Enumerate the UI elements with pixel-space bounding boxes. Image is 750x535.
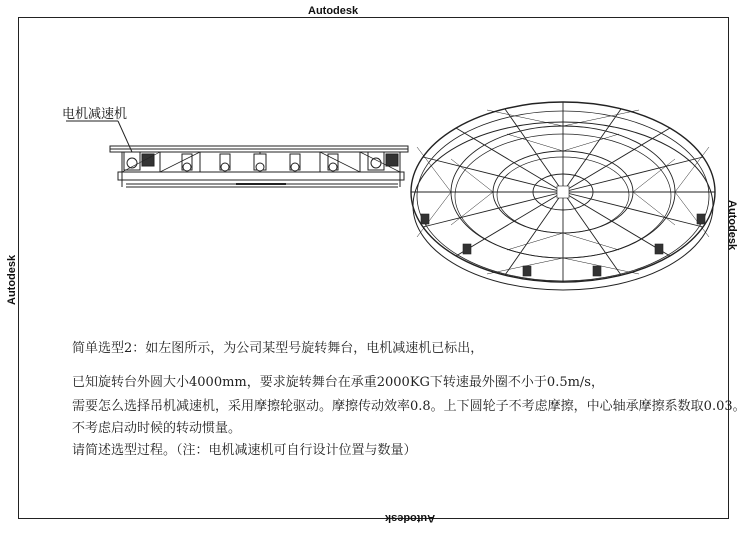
problem-line-1: 简单选型2：如左图所示，为公司某型号旋转舞台，电机减速机已标出， [72,341,484,356]
problem-line-2: 已知旋转台外圆大小4000mm，要求旋转舞台在承重2000KG下转速最外圈不小于0.5m/s， [72,375,604,390]
wheel-units [124,152,398,171]
problem-line-5: 请简述选型过程。（注：电机减速机可自行设计位置与数量） [72,443,417,458]
problem-line-3: 需要怎么选择吊机减速机，采用摩擦轮驱动。摩擦传动效率0.8。上下圆轮子不考虑摩擦，中心轴承摩擦系数取0.03。 [72,399,746,414]
motor-reducer-label: 电机减速机 [62,107,128,122]
problem-line-4: 不考虑启动时候的转动惯量。 [72,421,242,436]
watermark-left: Autodesk [6,254,18,305]
callout-leader [118,121,132,152]
isometric-view [411,102,715,290]
watermark-right: Autodesk [726,200,738,251]
side-elevation-view [66,121,408,187]
watermark-bottom: Autodesk [385,512,436,524]
problem-statement [72,336,746,462]
watermark-top: Autodesk [308,5,359,17]
stage-disc [411,102,715,290]
lower-frame [118,172,404,180]
